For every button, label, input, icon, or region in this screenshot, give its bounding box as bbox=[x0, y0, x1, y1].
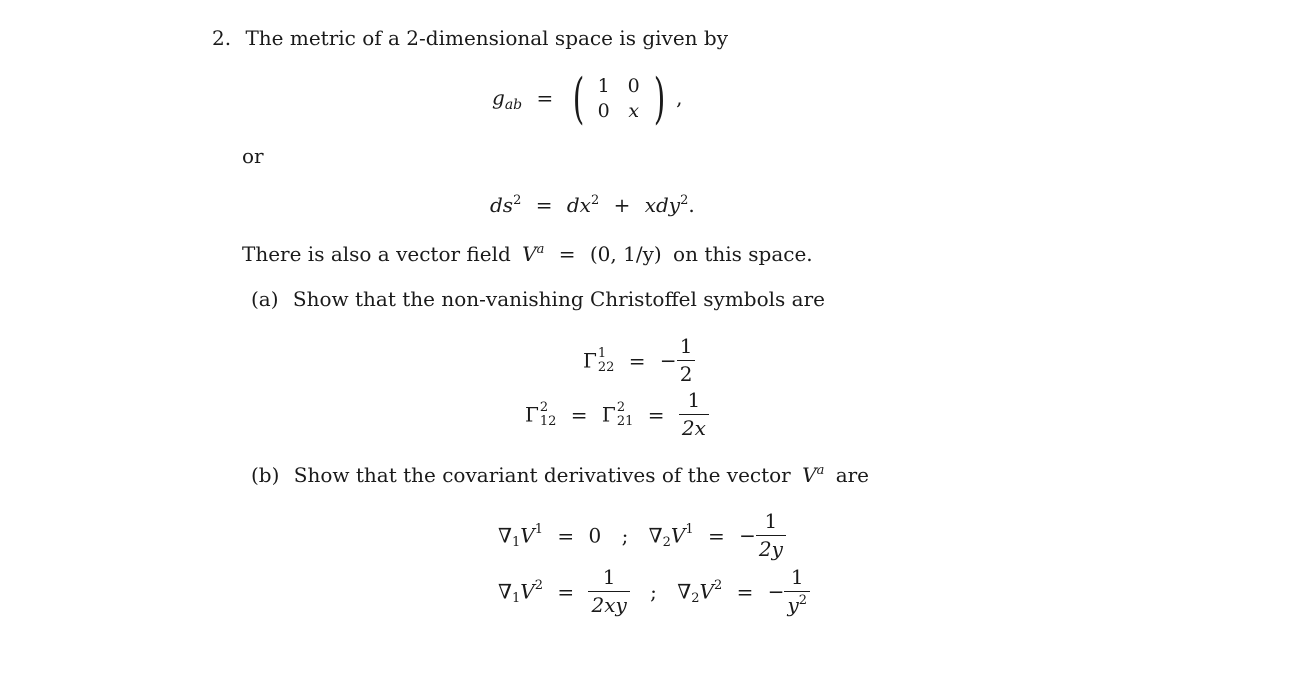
vector-text: There is also a vector field bbox=[242, 242, 511, 266]
derivative-index: 2 bbox=[662, 535, 671, 550]
fraction-denominator: 2xy bbox=[591, 593, 627, 617]
fraction-numerator: 1 bbox=[756, 511, 786, 536]
minus-sign: − bbox=[659, 348, 677, 373]
vector-component: 2 bbox=[534, 578, 543, 593]
vector-symbol: V bbox=[520, 579, 535, 604]
vector-symbol: V bbox=[520, 523, 535, 548]
covariant-row-2 bbox=[498, 567, 810, 616]
vector-component: 1 bbox=[685, 522, 694, 537]
metric-equation bbox=[492, 67, 683, 130]
equals-sign: = bbox=[557, 523, 575, 548]
line-element-equation bbox=[490, 195, 695, 215]
vector-field-line bbox=[242, 244, 813, 264]
value-zero: 0 bbox=[588, 523, 602, 548]
christoffel-eq-1 bbox=[583, 336, 695, 385]
fraction bbox=[756, 511, 786, 560]
metric-comma: , bbox=[676, 85, 683, 110]
xdy-term: xdy bbox=[644, 193, 681, 217]
nabla-icon: ∇ bbox=[498, 579, 512, 604]
equals-sign: = bbox=[628, 348, 646, 373]
gamma-upper-index: 2 bbox=[616, 399, 626, 415]
nabla-icon: ∇ bbox=[498, 523, 512, 548]
vector-index: a bbox=[536, 242, 545, 257]
separator: ; bbox=[650, 579, 657, 604]
nabla-icon: ∇ bbox=[677, 579, 692, 604]
gamma-upper-index: 1 bbox=[597, 345, 607, 361]
fraction bbox=[588, 567, 629, 616]
denominator-base: y bbox=[787, 593, 799, 617]
part-b-text-after: are bbox=[835, 463, 870, 487]
part-b-label: (b) bbox=[251, 463, 280, 487]
derivative-index: 2 bbox=[691, 591, 700, 606]
problem-intro-text: The metric of a 2-dimensional space is given by bbox=[245, 26, 729, 50]
exponent: 2 bbox=[513, 193, 522, 208]
fraction bbox=[784, 567, 810, 616]
fraction-numerator: 1 bbox=[677, 336, 696, 361]
exponent: 2 bbox=[680, 193, 689, 208]
period: . bbox=[688, 193, 695, 217]
gamma-lower-index: 21 bbox=[616, 413, 634, 429]
vector-symbol: V bbox=[699, 579, 714, 604]
vector-symbol: V bbox=[802, 463, 817, 487]
part-a-line bbox=[251, 289, 825, 309]
fraction-denominator: 2 bbox=[679, 362, 693, 386]
separator: ; bbox=[621, 523, 629, 548]
vector-symbol: V bbox=[522, 242, 537, 266]
gamma-lower-index: 22 bbox=[597, 359, 615, 375]
derivative-index: 1 bbox=[511, 535, 521, 550]
fraction-denominator: 2y bbox=[758, 537, 783, 561]
plus-sign: + bbox=[613, 193, 631, 217]
fraction-denominator: 2x bbox=[681, 416, 706, 440]
nabla-icon: ∇ bbox=[648, 523, 663, 548]
vector-value: (0, 1/y) bbox=[589, 242, 662, 266]
christoffel-eq-2 bbox=[525, 390, 709, 439]
equals-sign: = bbox=[708, 523, 725, 548]
gamma-lower-index: 12 bbox=[539, 413, 557, 429]
vector-text-after: on this space. bbox=[673, 242, 813, 266]
part-b-line bbox=[251, 465, 869, 485]
fraction bbox=[677, 336, 696, 385]
gamma-upper-index: 2 bbox=[539, 399, 549, 415]
right-paren-icon: ) bbox=[653, 67, 666, 130]
or-text: or bbox=[242, 144, 264, 168]
metric-matrix bbox=[568, 67, 670, 130]
equals-sign: = bbox=[736, 579, 754, 604]
vector-symbol: V bbox=[670, 523, 686, 548]
fraction-numerator: 1 bbox=[679, 390, 709, 415]
metric-index: ab bbox=[504, 96, 523, 113]
problem-number: 2. bbox=[212, 26, 232, 50]
matrix-cell: 0 bbox=[597, 100, 610, 122]
problem-intro-line bbox=[212, 28, 728, 48]
fraction-numerator: 1 bbox=[588, 567, 629, 592]
matrix-cell: 1 bbox=[597, 75, 610, 97]
dx-term: dx bbox=[566, 193, 591, 217]
ds-term: ds bbox=[490, 193, 514, 217]
minus-sign: − bbox=[767, 579, 785, 604]
fraction-denominator bbox=[784, 592, 810, 616]
matrix-cell: 0 bbox=[627, 75, 640, 97]
gamma-symbol: Γ bbox=[601, 402, 616, 427]
minus-sign: − bbox=[739, 523, 756, 548]
vector-component: 2 bbox=[713, 578, 723, 593]
vector-component: 1 bbox=[534, 522, 543, 537]
part-a-label: (a) bbox=[251, 287, 279, 311]
equals-sign: = bbox=[570, 402, 588, 427]
equals-sign: = bbox=[535, 193, 553, 217]
fraction-numerator: 1 bbox=[784, 567, 810, 592]
part-a-text: Show that the non-vanishing Christoffel symbols are bbox=[292, 287, 825, 311]
gamma-symbol: Γ bbox=[583, 348, 597, 373]
metric-symbol: g bbox=[492, 85, 505, 110]
equals-sign: = bbox=[536, 85, 554, 110]
equals-sign: = bbox=[558, 242, 576, 266]
fraction bbox=[679, 390, 709, 439]
exponent: 2 bbox=[590, 193, 600, 208]
part-b-text: Show that the covariant derivatives of the vector bbox=[293, 463, 791, 487]
left-paren-icon: ( bbox=[572, 67, 584, 130]
derivative-index: 1 bbox=[511, 591, 521, 606]
vector-index: a bbox=[816, 463, 825, 478]
equals-sign: = bbox=[557, 579, 575, 604]
gamma-symbol: Γ bbox=[525, 402, 539, 427]
covariant-row-1 bbox=[498, 511, 786, 560]
denominator-exponent: 2 bbox=[798, 593, 808, 608]
matrix-cell: x bbox=[628, 100, 640, 122]
equals-sign: = bbox=[647, 402, 665, 427]
